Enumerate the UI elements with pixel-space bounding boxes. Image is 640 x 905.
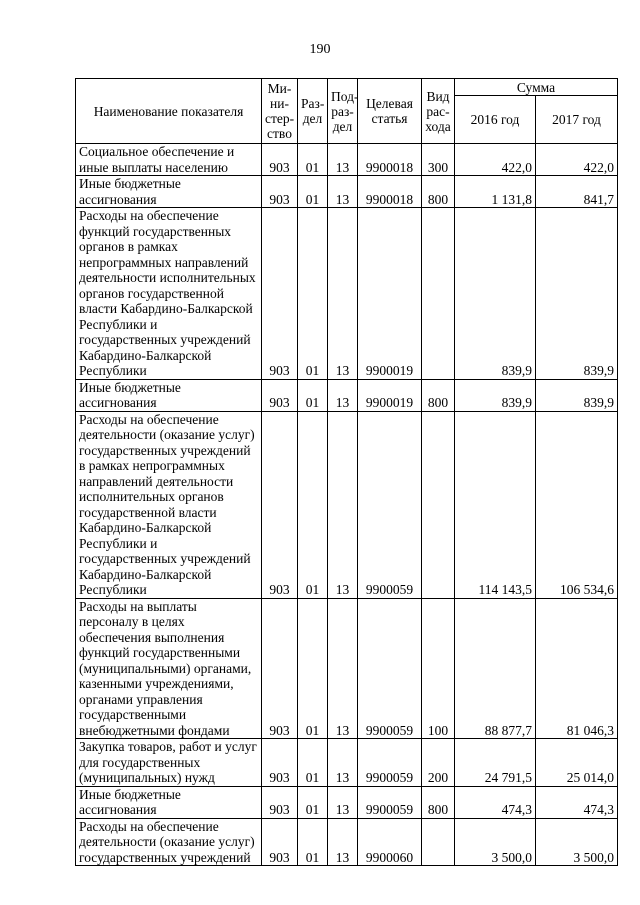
row-sum-2016: 1 131,8 [455, 176, 536, 208]
header-section: Раз- дел [298, 79, 328, 144]
row-ministry: 903 [262, 144, 298, 176]
row-expense-type: 800 [422, 786, 455, 818]
row-section: 01 [298, 786, 328, 818]
row-expense-type: 200 [422, 739, 455, 787]
row-subsection: 13 [328, 208, 358, 380]
header-ministry: Ми- ни- стер- ство [262, 79, 298, 144]
row-sum-2016: 114 143,5 [455, 411, 536, 598]
row-sum-2016: 24 791,5 [455, 739, 536, 787]
row-expense-type: 300 [422, 144, 455, 176]
row-sum-2017: 841,7 [536, 176, 618, 208]
header-target: Целевая статья [358, 79, 422, 144]
row-sum-2017: 106 534,6 [536, 411, 618, 598]
row-subsection: 13 [328, 411, 358, 598]
row-subsection: 13 [328, 739, 358, 787]
row-ministry: 903 [262, 379, 298, 411]
row-sum-2016: 88 877,7 [455, 598, 536, 739]
row-subsection: 13 [328, 786, 358, 818]
header-year-2017: 2017 год [536, 96, 618, 144]
row-ministry: 903 [262, 786, 298, 818]
table-row [76, 818, 618, 866]
table-row [76, 598, 618, 739]
header-sum: Сумма [455, 79, 618, 96]
row-name: Закупка товаров, работ и услуг для государственных (муниципальных) нужд [76, 739, 262, 787]
row-subsection: 13 [328, 598, 358, 739]
table-row [76, 176, 618, 208]
row-expense-type [422, 818, 455, 866]
row-expense-type: 800 [422, 379, 455, 411]
row-ministry: 903 [262, 208, 298, 380]
row-sum-2016: 422,0 [455, 144, 536, 176]
row-target: 9900059 [358, 411, 422, 598]
row-target: 9900019 [358, 208, 422, 380]
row-name: Иные бюджетные ассигнования [76, 786, 262, 818]
header-expense-type: Вид рас- хода [422, 79, 455, 144]
row-sum-2017: 839,9 [536, 208, 618, 380]
row-target: 9900019 [358, 379, 422, 411]
header-subsection: Под- раз- дел [328, 79, 358, 144]
row-sum-2016: 839,9 [455, 208, 536, 380]
row-subsection: 13 [328, 176, 358, 208]
row-section: 01 [298, 379, 328, 411]
row-sum-2017: 3 500,0 [536, 818, 618, 866]
row-sum-2017: 25 014,0 [536, 739, 618, 787]
row-section: 01 [298, 739, 328, 787]
row-name: Расходы на обеспечение функций государственных органов в рамках непрограммных направлений деятельности исполнительных органов государственной власти Кабардино-Балкарской Республики и государственных учреждений Кабардино-Балкарской Республики [76, 208, 262, 380]
row-sum-2017: 81 046,3 [536, 598, 618, 739]
row-section: 01 [298, 176, 328, 208]
row-target: 9900059 [358, 786, 422, 818]
table-row [76, 144, 618, 176]
row-name: Социальное обеспечение и иные выплаты населению [76, 144, 262, 176]
row-ministry: 903 [262, 411, 298, 598]
table-row [76, 208, 618, 380]
row-expense-type [422, 208, 455, 380]
row-target: 9900018 [358, 176, 422, 208]
row-ministry: 903 [262, 598, 298, 739]
row-sum-2016: 3 500,0 [455, 818, 536, 866]
row-target: 9900059 [358, 739, 422, 787]
row-section: 01 [298, 411, 328, 598]
table-row [76, 786, 618, 818]
row-subsection: 13 [328, 144, 358, 176]
row-target: 9900060 [358, 818, 422, 866]
header-year-2016: 2016 год [455, 96, 536, 144]
row-sum-2016: 839,9 [455, 379, 536, 411]
row-expense-type [422, 411, 455, 598]
row-subsection: 13 [328, 379, 358, 411]
budget-table [75, 78, 618, 866]
row-section: 01 [298, 208, 328, 380]
row-name: Иные бюджетные ассигнования [76, 379, 262, 411]
row-name: Иные бюджетные ассигнования [76, 176, 262, 208]
row-name: Расходы на обеспечение деятельности (оказание услуг) государственных учреждений [76, 818, 262, 866]
row-expense-type: 100 [422, 598, 455, 739]
row-ministry: 903 [262, 176, 298, 208]
table-body [76, 144, 618, 866]
page-number: 190 [309, 42, 331, 57]
table-row [76, 739, 618, 787]
table-row [76, 411, 618, 598]
row-sum-2016: 474,3 [455, 786, 536, 818]
row-name: Расходы на обеспечение деятельности (оказание услуг) государственных учреждений в рамках непрограммных направлений деятельности исполнительных органов государственной власти Кабардино-Балкарской Республики и государственных учреждений Кабардино-Балкарской Республики [76, 411, 262, 598]
row-subsection: 13 [328, 818, 358, 866]
row-target: 9900018 [358, 144, 422, 176]
row-ministry: 903 [262, 739, 298, 787]
row-name: Расходы на выплаты персоналу в целях обеспечения выполнения функций государственными (муниципальными) органами, казенными учреждениями, органами управления государственными внебюджетными фондами [76, 598, 262, 739]
row-expense-type: 800 [422, 176, 455, 208]
row-sum-2017: 839,9 [536, 379, 618, 411]
row-target: 9900059 [358, 598, 422, 739]
row-ministry: 903 [262, 818, 298, 866]
row-sum-2017: 422,0 [536, 144, 618, 176]
row-sum-2017: 474,3 [536, 786, 618, 818]
row-section: 01 [298, 598, 328, 739]
table-row [76, 379, 618, 411]
header-name: Наименование показателя [76, 79, 262, 144]
row-section: 01 [298, 818, 328, 866]
row-section: 01 [298, 144, 328, 176]
